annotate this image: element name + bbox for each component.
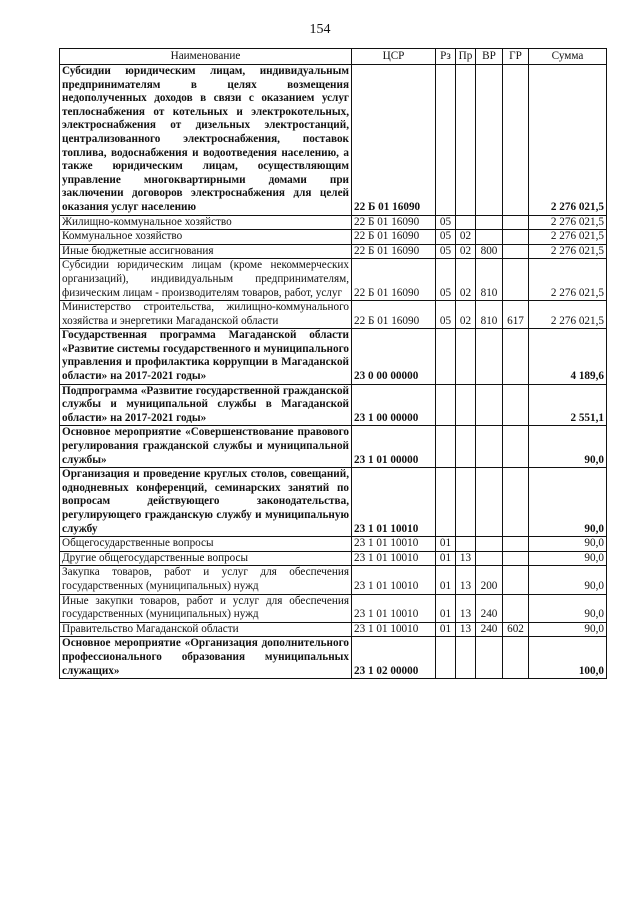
row-name: Субсидии юридическим лицам (кроме некоммерческих организаций), индивидуальным предпринимателям, физическим лицам - производителям товаров, работ, услуг <box>60 259 352 301</box>
table-row <box>60 637 607 679</box>
row-name: Коммунальное хозяйство <box>60 230 352 245</box>
row-name: Иные закупки товаров, работ и услуг для обеспечения государственных (муниципальных) нужд <box>60 594 352 622</box>
row-sum: 2 276 021,5 <box>529 259 607 301</box>
row-rz: 05 <box>436 259 456 301</box>
row-pr: 13 <box>456 551 476 566</box>
row-rz <box>436 426 456 468</box>
row-vr <box>476 230 503 245</box>
table-row <box>60 301 607 329</box>
row-pr <box>456 329 476 384</box>
row-gr <box>503 230 529 245</box>
header-csr: ЦСР <box>352 49 436 65</box>
row-pr: 02 <box>456 259 476 301</box>
row-csr: 23 1 02 00000 <box>352 637 436 679</box>
row-rz <box>436 329 456 384</box>
row-vr <box>476 65 503 216</box>
row-gr <box>503 468 529 537</box>
table-row <box>60 244 607 259</box>
row-name: Общегосударственные вопросы <box>60 537 352 552</box>
row-name: Подпрограмма «Развитие государственной гражданской службы и муниципальной службы в Магаданской области» на 2017-2021 годы» <box>60 384 352 426</box>
row-rz: 01 <box>436 566 456 594</box>
row-pr <box>456 215 476 230</box>
row-sum: 90,0 <box>529 622 607 637</box>
table-row <box>60 65 607 216</box>
header-vr: ВР <box>476 49 503 65</box>
row-csr: 22 Б 01 16090 <box>352 301 436 329</box>
row-sum: 2 551,1 <box>529 384 607 426</box>
row-rz: 05 <box>436 301 456 329</box>
row-name: Основное мероприятие «Совершенствование правового регулирования гражданской службы и муниципальной службы» <box>60 426 352 468</box>
row-vr <box>476 468 503 537</box>
row-name: Закупка товаров, работ и услуг для обеспечения государственных (муниципальных) нужд <box>60 566 352 594</box>
row-name: Правительство Магаданской области <box>60 622 352 637</box>
row-csr: 22 Б 01 16090 <box>352 215 436 230</box>
row-name: Субсидии юридическим лицам, индивидуальным предпринимателям в целях возмещения недополученных доходов в связи с оказанием услуг теплоснабжения от котельных и электрокотельных, электроснабжения от дизельных электростанций, централизованного электроснабжения, поставок топлива, водоснабжения и водоотведения населению, а также юридическим лицам, осуществляющим управление многоквартирными домами при заключении договоров электроснабжения для целей оказания услуг населению <box>60 65 352 216</box>
row-rz <box>436 637 456 679</box>
table-row <box>60 594 607 622</box>
row-name: Министерство строительства, жилищно-коммунального хозяйства и энергетики Магаданской области <box>60 301 352 329</box>
row-gr <box>503 566 529 594</box>
row-rz: 05 <box>436 230 456 245</box>
row-pr: 02 <box>456 244 476 259</box>
row-gr <box>503 329 529 384</box>
row-gr <box>503 594 529 622</box>
row-name: Организация и проведение круглых столов, совещаний, однодневных конференций, семинарских занятий по вопросам действующего законодательства, регулирующего гражданскую службу и муниципальную службу <box>60 468 352 537</box>
row-pr: 02 <box>456 230 476 245</box>
header-sum: Сумма <box>529 49 607 65</box>
row-csr: 23 0 00 00000 <box>352 329 436 384</box>
row-gr <box>503 215 529 230</box>
table-row <box>60 468 607 537</box>
row-sum: 90,0 <box>529 566 607 594</box>
row-pr <box>456 637 476 679</box>
row-gr <box>503 259 529 301</box>
budget-table <box>59 48 607 679</box>
row-rz: 01 <box>436 594 456 622</box>
header-name: Наименование <box>60 49 352 65</box>
row-vr <box>476 329 503 384</box>
row-csr: 22 Б 01 16090 <box>352 230 436 245</box>
row-rz: 01 <box>436 622 456 637</box>
row-sum: 90,0 <box>529 551 607 566</box>
row-csr: 23 1 01 10010 <box>352 622 436 637</box>
row-sum: 2 276 021,5 <box>529 215 607 230</box>
row-vr <box>476 551 503 566</box>
row-csr: 22 Б 01 16090 <box>352 65 436 216</box>
row-vr: 240 <box>476 594 503 622</box>
row-rz: 05 <box>436 244 456 259</box>
row-sum: 100,0 <box>529 637 607 679</box>
row-gr <box>503 244 529 259</box>
row-gr <box>503 65 529 216</box>
row-csr: 22 Б 01 16090 <box>352 259 436 301</box>
table-row <box>60 622 607 637</box>
row-vr <box>476 537 503 552</box>
row-pr <box>456 426 476 468</box>
header-row <box>60 49 607 65</box>
row-gr <box>503 537 529 552</box>
row-rz <box>436 468 456 537</box>
table-row <box>60 259 607 301</box>
row-sum: 2 276 021,5 <box>529 230 607 245</box>
table-row <box>60 426 607 468</box>
row-pr <box>456 384 476 426</box>
row-sum: 2 276 021,5 <box>529 301 607 329</box>
row-pr <box>456 537 476 552</box>
table-row <box>60 329 607 384</box>
row-rz <box>436 384 456 426</box>
row-rz: 01 <box>436 537 456 552</box>
row-rz: 05 <box>436 215 456 230</box>
table-row <box>60 537 607 552</box>
row-pr: 13 <box>456 594 476 622</box>
row-name: Иные бюджетные ассигнования <box>60 244 352 259</box>
row-name: Другие общегосударственные вопросы <box>60 551 352 566</box>
row-csr: 23 1 01 10010 <box>352 537 436 552</box>
row-pr: 02 <box>456 301 476 329</box>
row-sum: 2 276 021,5 <box>529 244 607 259</box>
header-rz: Рз <box>436 49 456 65</box>
table-body <box>60 65 607 679</box>
row-pr <box>456 468 476 537</box>
row-name: Государственная программа Магаданской области «Развитие системы государственного и муниципального управления и профилактика коррупции в Магаданской области» на 2017-2021 годы» <box>60 329 352 384</box>
row-csr: 23 1 01 10010 <box>352 468 436 537</box>
row-csr: 23 1 01 10010 <box>352 566 436 594</box>
row-gr: 617 <box>503 301 529 329</box>
row-vr <box>476 426 503 468</box>
row-vr: 200 <box>476 566 503 594</box>
row-gr <box>503 426 529 468</box>
row-sum: 90,0 <box>529 426 607 468</box>
row-sum: 4 189,6 <box>529 329 607 384</box>
table-row <box>60 566 607 594</box>
row-pr: 13 <box>456 566 476 594</box>
header-gr: ГР <box>503 49 529 65</box>
row-name: Основное мероприятие «Организация дополнительного профессионального образования муниципальных служащих» <box>60 637 352 679</box>
table-row <box>60 230 607 245</box>
row-vr <box>476 384 503 426</box>
row-vr: 810 <box>476 259 503 301</box>
row-rz: 01 <box>436 551 456 566</box>
row-csr: 22 Б 01 16090 <box>352 244 436 259</box>
row-gr <box>503 551 529 566</box>
row-gr <box>503 384 529 426</box>
row-sum: 2 276 021,5 <box>529 65 607 216</box>
table-row <box>60 215 607 230</box>
row-sum: 90,0 <box>529 537 607 552</box>
row-sum: 90,0 <box>529 594 607 622</box>
row-gr: 602 <box>503 622 529 637</box>
row-name: Жилищно-коммунальное хозяйство <box>60 215 352 230</box>
row-vr: 800 <box>476 244 503 259</box>
row-rz <box>436 65 456 216</box>
row-vr: 240 <box>476 622 503 637</box>
row-vr <box>476 637 503 679</box>
row-csr: 23 1 01 10010 <box>352 551 436 566</box>
row-csr: 23 1 01 10010 <box>352 594 436 622</box>
row-pr: 13 <box>456 622 476 637</box>
table-row <box>60 384 607 426</box>
row-csr: 23 1 01 00000 <box>352 426 436 468</box>
page-number: 154 <box>309 22 331 37</box>
row-pr <box>456 65 476 216</box>
table-row <box>60 551 607 566</box>
row-gr <box>503 637 529 679</box>
row-vr <box>476 215 503 230</box>
row-sum: 90,0 <box>529 468 607 537</box>
header-pr: Пр <box>456 49 476 65</box>
row-vr: 810 <box>476 301 503 329</box>
row-csr: 23 1 00 00000 <box>352 384 436 426</box>
